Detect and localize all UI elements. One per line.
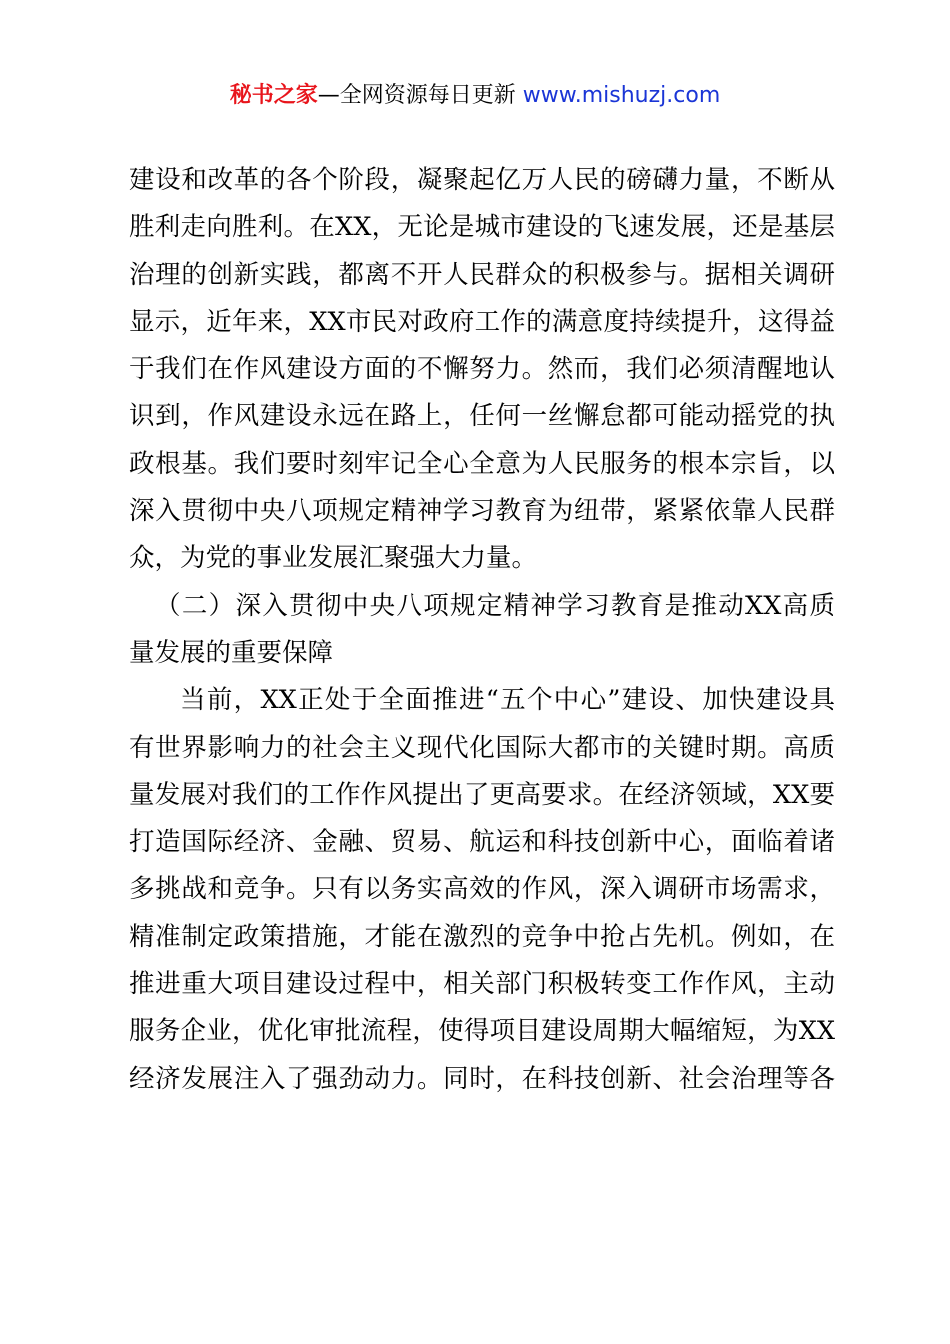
text-line: 治理的创新实践，都离不开人民群众的积极参与。据相关调研 — [129, 259, 835, 290]
text-line: 显示，近年来，XX市民对政府工作的满意度持续提升，这得益 — [129, 306, 835, 337]
text-line: 推进重大项目建设过程中，相关部门积极转变工作作风，主动 — [129, 969, 835, 1000]
section-heading-line: 量发展的重要保障 — [129, 637, 334, 668]
text-line: 胜利走向胜利。在XX，无论是城市建设的飞速发展，还是基层 — [129, 212, 835, 243]
text-line: 精准制定政策措施，才能在激烈的竞争中抢占先机。例如，在 — [129, 921, 835, 952]
text-line: 多挑战和竞争。只有以务实高效的作风，深入调研市场需求， — [129, 874, 835, 905]
text-line: 量发展对我们的工作作风提出了更高要求。在经济领域，XX要 — [129, 779, 835, 810]
text-line: 深入贯彻中央八项规定精神学习教育为纽带，紧紧依靠人民群 — [129, 496, 835, 527]
text-line: 识到，作风建设永远在路上，任何一丝懈怠都可能动摇党的执 — [129, 401, 835, 432]
section-heading-line: （二）深入贯彻中央八项规定精神学习教育是推动XX高质 — [155, 590, 835, 621]
text-line: 经济发展注入了强劲动力。同时，在科技创新、社会治理等各 — [129, 1063, 835, 1094]
header-tagline: —全网资源每日更新 — [317, 83, 516, 108]
text-line: 建设和改革的各个阶段，凝聚起亿万人民的磅礴力量，不断从 — [129, 165, 835, 195]
text-line: 政根基。我们要时刻牢记全心全意为人民服务的根本宗旨，以 — [129, 448, 835, 479]
page-header — [0, 80, 950, 112]
document-body — [129, 157, 835, 1103]
brand-name: 秘书之家 — [229, 83, 318, 108]
text-line: 于我们在作风建设方面的不懈努力。然而，我们必须清醒地认 — [129, 354, 835, 385]
text-line: 众，为党的事业发展汇聚强大力量。 — [129, 543, 538, 574]
text-line: 有世界影响力的社会主义现代化国际大都市的关键时期。高质 — [129, 732, 835, 763]
text-line: 服务企业，优化审批流程，使得项目建设周期大幅缩短，为XX — [129, 1016, 835, 1047]
text-line: 当前，XX正处于全面推进“五个中心”建设、加快建设具 — [180, 685, 835, 716]
text-line: 打造国际经济、金融、贸易、航运和科技创新中心，面临着诸 — [129, 827, 835, 858]
site-url: www.mishuzj.com — [522, 83, 721, 108]
